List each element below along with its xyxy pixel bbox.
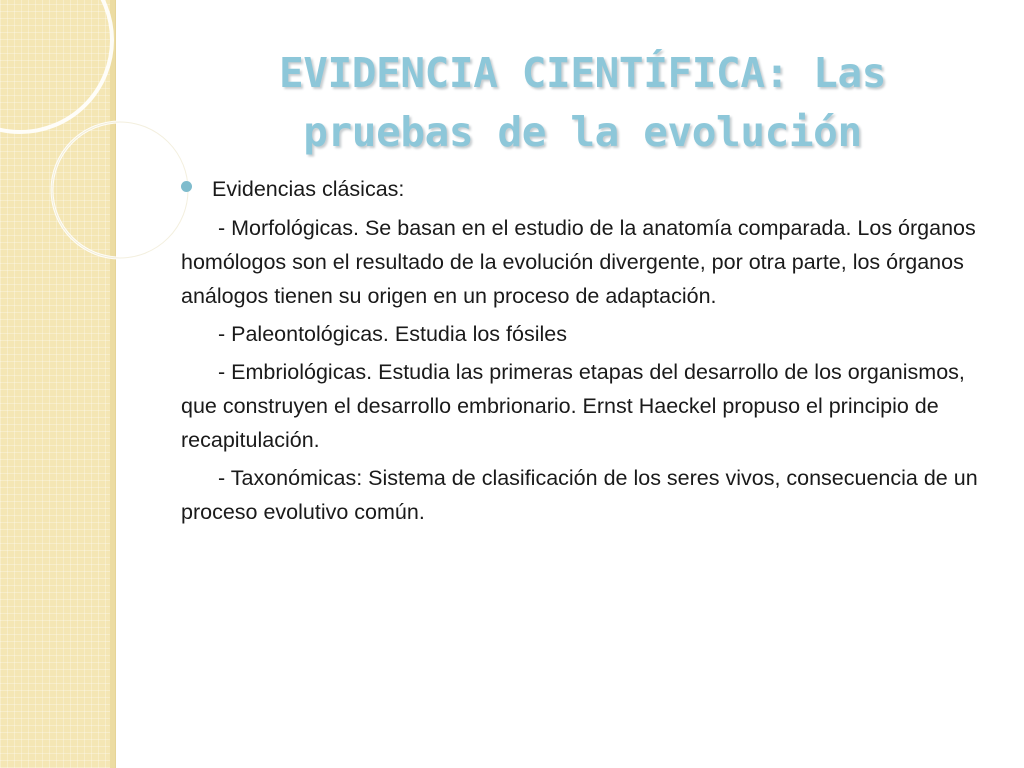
bullet-dot-icon (181, 181, 192, 192)
bullet-item-text: Evidencias clásicas: (212, 177, 405, 201)
slide-title-line-2: pruebas de la evolución (303, 108, 862, 156)
paragraph-taxonomic: - Taxonómicas: Sistema de clasificación de los seres vivos, consecuencia de un proceso evolutivo común. (181, 466, 978, 524)
slide-title-line-1: EVIDENCIA CIENTÍFICA: Las (278, 49, 887, 97)
decorative-ring-top (0, 0, 112, 132)
paragraph-paleontological: - Paleontológicas. Estudia los fósiles (218, 322, 567, 346)
slide-title (175, 44, 990, 162)
bullet-item (181, 172, 981, 206)
paragraph-morphological: - Morfológicas. Se basan en el estudio de la anatomía comparada. Los órganos homólogos son el resultado de la evolución divergente, por otra parte, los órganos análogos tienen su origen en un proceso de adaptación. (181, 216, 976, 308)
slide-body (181, 172, 981, 529)
paragraph-embryological: - Embriológicas. Estudia las primeras etapas del desarrollo de los organismos, que construyen el desarrollo embrionario. Ernst Haeckel propuso el principio de recapitulación. (181, 360, 965, 452)
decorative-ring-bottom (52, 122, 188, 258)
